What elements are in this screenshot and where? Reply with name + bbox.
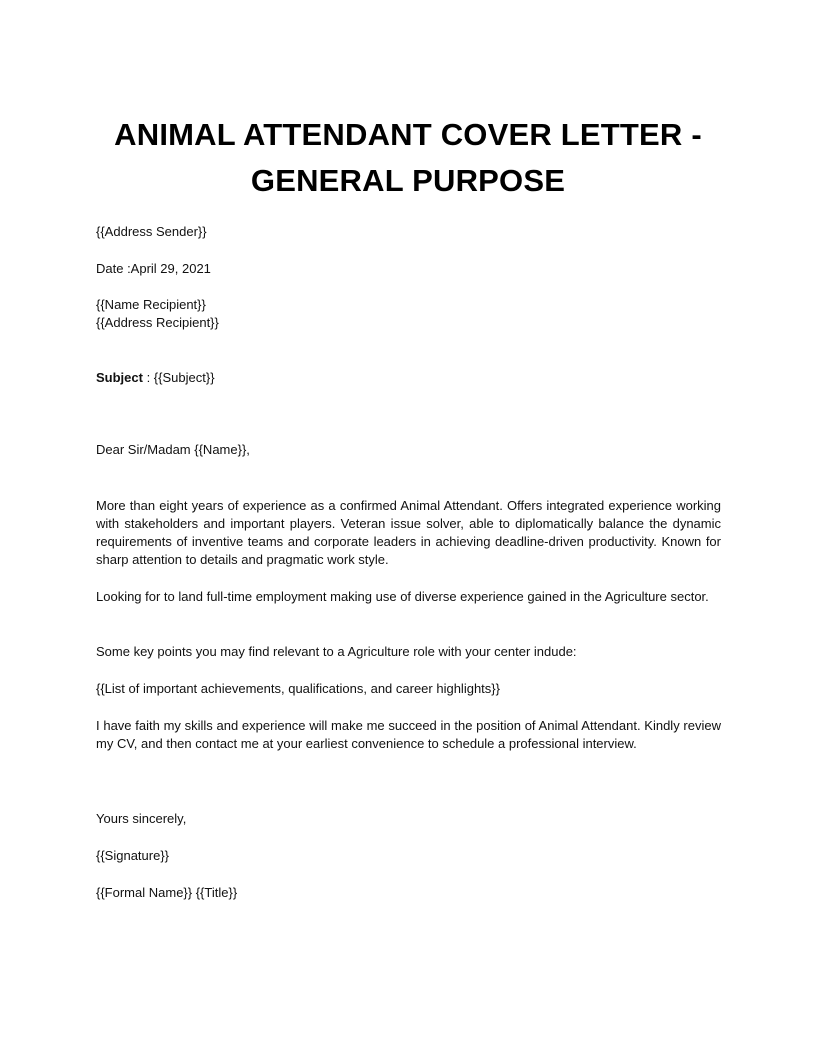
paragraph-key-points: Some key points you may find relevant to a Agriculture role with your center indude:	[96, 644, 577, 659]
formal-name-title: {{Formal Name}} {{Title}}	[96, 885, 238, 900]
title-line-1: ANIMAL ATTENDANT COVER LETTER -	[114, 117, 702, 152]
title-line-2: GENERAL PURPOSE	[250, 163, 566, 198]
signature: {{Signature}}	[96, 848, 170, 863]
closing: Yours sincerely,	[96, 811, 187, 826]
paragraph-achievements: {{List of important achievements, qualifications, and career highlights}}	[96, 681, 500, 696]
paragraph-closing-statement: I have faith my skills and experience will make me succeed in the position of Animal Attendant. Kindly review my CV, and then contact me at your earliest convenience to schedule a professional interview.	[96, 718, 721, 751]
salutation: Dear Sir/Madam {{Name}},	[96, 442, 250, 457]
address-sender: {{Address Sender}}	[96, 224, 207, 239]
document-title	[60, 112, 756, 204]
recipient-block	[96, 296, 721, 332]
recipient-address: {{Address Recipient}}	[96, 315, 219, 330]
paragraph-goal: Looking for to land full-time employment making use of diverse experience gained in the Agriculture sector.	[96, 589, 709, 604]
subject-label: Subject	[96, 370, 143, 385]
subject-line	[96, 369, 721, 387]
recipient-name: {{Name Recipient}}	[96, 297, 206, 312]
paragraph-experience: More than eight years of experience as a confirmed Animal Attendant. Offers integrated experience working with stakeholders and important players. Veteran issue solver, able to diplomatically balance the dynamic requirements of inventive teams and corporate leaders in achieving deadline-driven productivity. Known for sharp attention to details and pragmatic work style.	[96, 498, 721, 567]
subject-value: : {{Subject}}	[142, 370, 215, 385]
letter-date: Date :April 29, 2021	[96, 261, 211, 276]
